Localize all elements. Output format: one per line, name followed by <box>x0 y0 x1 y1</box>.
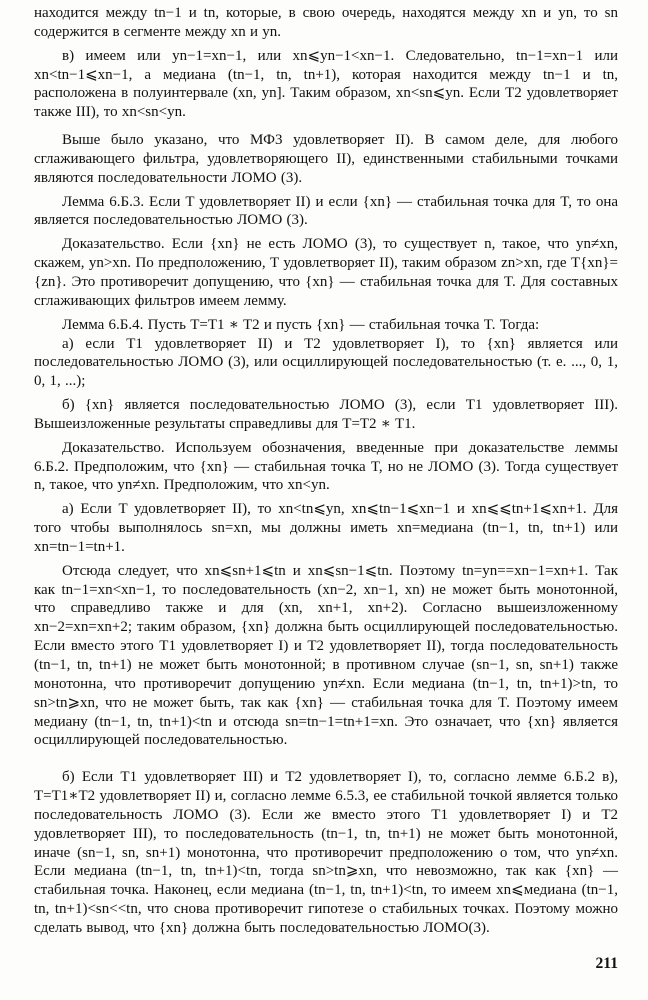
paragraph-lemma-6b4: Лемма 6.Б.4. Пусть T=T1 ∗ T2 и пусть {xn} — стабильная точка T. Тогда: <box>62 316 540 333</box>
page-number: 211 <box>595 955 618 972</box>
page-body <box>34 4 618 938</box>
paragraph-case-c: в) имеем или yn−1=xn−1, или xn⩽yn−1<xn−1. Следовательно, tn−1=xn−1 или xn<tn−1⩽xn−1, а медиана (tn−1, tn, tn+1), которая находится между tn−1 и tn, расположена в полуинтервале (xn, yn]. Таким образом, xn<sn⩽yn. Если T2 удовлетворяет также III), то xn<sn<yn. <box>34 47 618 121</box>
paragraph-proof-case-a: а) Если T удовлетворяет II), то xn<tn⩽yn, xn⩽tn−1⩽xn−1 и xn⩽⩽tn+1⩽xn+1. Для того чтобы выполнялось sn=xn, мы должны иметь xn=медиана (tn−1, tn, tn+1) или xn=tn−1=tn+1. <box>34 501 618 555</box>
paragraph-lemma-6b3: Лемма 6.Б.3. Если T удовлетворяет II) и если {xn} — стабильная точка для T, то она является последовательностью ЛОМО (3). <box>34 193 618 229</box>
paragraph-lemma-6b4-case-a: а) если T1 удовлетворяет II) и T2 удовлетворяет I), то {xn} является или последовательностью ЛОМО (3), или осциллирующей последовательностью (т. е. ..., 0, 1, 0, 1, ...); <box>34 335 618 390</box>
paragraph-continuation: находится между tn−1 и tn, которые, в свою очередь, находятся между xn и yn, то sn содержится в сегменте между xn и yn. <box>34 5 618 40</box>
paragraph-lemma-6b4-case-b: б) {xn} является последовательностью ЛОМО (3), если T1 удовлетворяет III). Вышеизложенные результаты справедливы для T=T2 ∗ T1. <box>34 397 618 432</box>
paragraph-proof-6b3: Доказательство. Если {xn} не есть ЛОМО (3), то существует n, такое, что yn≠xn, скажем, yn>xn. По предположению, T удовлетворяет II), таким образом zn>xn, где T{xn}={zn}. Это противоречит допущению, что {xn} — стабильная точка для T. Для составных сглаживающих фильтров имеем лемму. <box>34 236 618 309</box>
paragraph-mf3-remark: Выше было указано, что МФ3 удовлетворяет II). В самом деле, для любого сглаживающего фильтра, удовлетворяющего II), единственными стабильными точками являются последовательности ЛОМО (3). <box>34 132 618 186</box>
paragraph-proof-6b4: Доказательство. Используем обозначения, введенные при доказательстве леммы 6.Б.2. Предположим, что {xn} — стабильная точка T, но не ЛОМО (3). Тогда существует n, такое, что yn≠xn. Предположим, что xn<yn. <box>34 439 618 494</box>
paragraph-proof-case-a-cont: Отсюда следует, что xn⩽sn+1⩽tn и xn⩽sn−1⩽tn. Поэтому tn=yn==xn−1=xn+1. Так как tn−1=xn<xn−1, то последовательность (xn−2, xn−1, xn) не может быть монотонной, что справедливо также и для (xn, xn+1, xn+2). Согласно вышеизложенному xn−2=xn=xn+2; таким образом, {xn} должна быть осциллирующей последовательностью. Если вместо этого T1 удовлетворяет I) и T2 удовлетворяет II), тогда последовательность (tn−1, tn, tn+1) не может быть монотонной; в противном случае (sn−1, sn, sn+1) также монотонна, что противоречит допущению yn≠xn. Если медиана (tn−1, tn, tn+1)>tn, то sn>tn⩾xn, что не может быть, так как {xn} — стабильная точка для T. Поэтому имеем медиану (tn−1, tn, tn+1)<tn и отсюда sn=tn−1=tn+1=xn. Это означает, что {xn} является осциллирующей последовательностью. <box>34 562 618 749</box>
paragraph-proof-case-b: б) Если T1 удовлетворяет III) и T2 удовлетворяет I), то, согласно лемме 6.Б.2 в), T=T1∗T2 удовлетворяет II) и, согласно лемме 6.5.3, ее стабильной точкой является только последовательность ЛОМО (3). Если же вместо этого T1 удовлетворяет I) и T2 удовлетворяет III), то последовательность (tn−1, tn, tn+1) не может быть монотонной, иначе (sn−1, sn, sn+1) монотонна, что противоречит предположению о том, что yn≠xn. Если медиана (tn−1, tn, tn+1)<tn, тогда sn>tn⩾xn, что невозможно, так как {xn} — стабильная точка. Наконец, если медиана (tn−1, tn, tn+1)<tn, то имеем xn⩽медиана (tn−1, tn, tn+1)<sn<<tn, что снова противоречит гипотезе о стабильных точках. Поэтому можно сделать вывод, что {xn} должна быть последовательностью ЛОМО(3). <box>34 769 618 936</box>
